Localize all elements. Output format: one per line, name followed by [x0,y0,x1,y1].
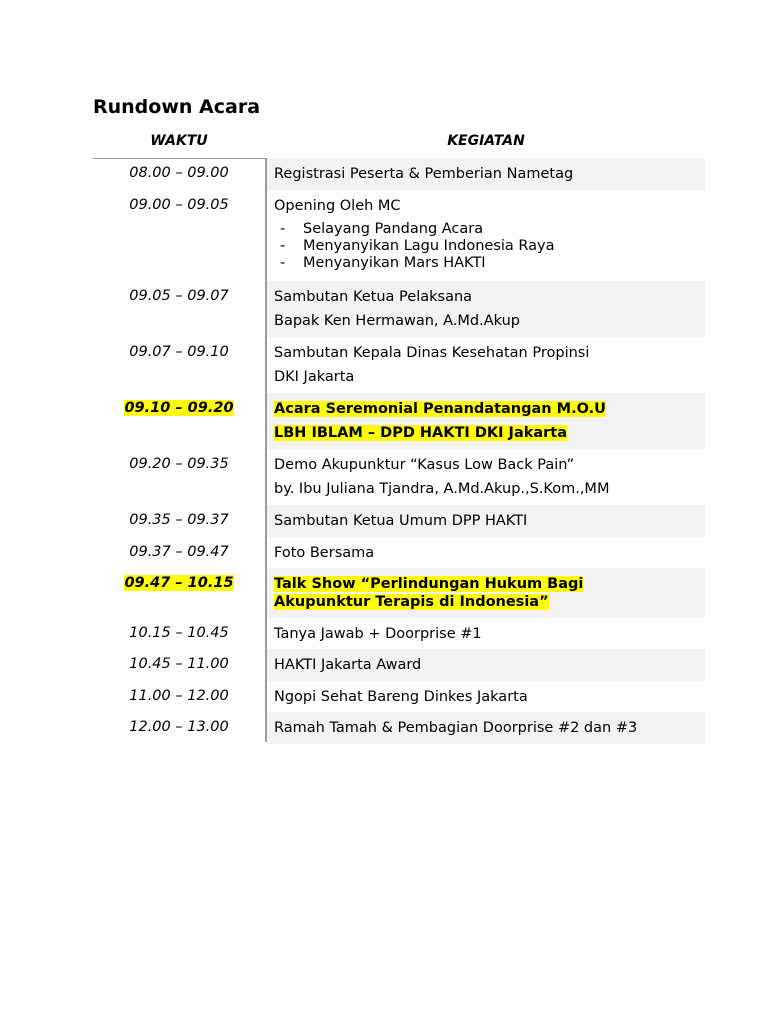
activity-line: Tanya Jawab + Doorprise #1 [274,626,482,642]
table-row [93,449,705,505]
row-time: 10.45 – 11.00 [129,656,229,672]
activity-line: Sambutan Ketua Umum DPP HAKTI [274,513,528,529]
row-activity [267,505,705,537]
page-title: Rundown Acara [93,96,261,118]
row-activity [267,681,705,712]
row-activity [267,158,705,190]
row-time: 09.05 – 09.07 [129,288,229,304]
table-row [93,158,705,190]
activity-line: Talk Show “Perlindungan Hukum Bagi [274,576,584,592]
activity-line: Sambutan Kepala Dinas Kesehatan Propinsi [274,345,590,361]
activity-line: Demo Akupunktur “Kasus Low Back Pain” [274,457,575,473]
row-activity [267,190,705,281]
table-row [93,337,705,393]
table-header [93,132,705,159]
list-item: - Menyanyikan Mars HAKTI [280,255,486,271]
row-time: 09.20 – 09.35 [129,456,229,472]
row-time: 09.37 – 09.47 [129,544,229,560]
activity-line: Sambutan Ketua Pelaksana [274,289,473,305]
row-activity [267,281,705,337]
activity-line: Akupunktur Terapis di Indonesia” [274,594,549,610]
row-activity [267,649,705,681]
activity-line: by. Ibu Juliana Tjandra, A.Md.Akup.,S.Kom.,MM [274,481,610,497]
row-activity [267,618,705,649]
table-row [93,712,705,744]
table-row [93,649,705,681]
row-time: 09.07 – 09.10 [129,344,229,360]
table-row [93,618,705,649]
header-time: WAKTU [150,133,208,149]
row-activity [267,337,705,393]
activity-line: DKI Jakarta [274,369,355,385]
row-activity [267,568,705,618]
table-row [93,190,705,281]
row-activity [267,537,705,568]
row-activity [267,393,705,449]
table-row [93,681,705,712]
row-time: 09.35 – 09.37 [129,512,229,528]
row-time: 11.00 – 12.00 [129,688,229,704]
activity-line: HAKTI Jakarta Award [274,657,422,673]
activity-line: Ramah Tamah & Pembagian Doorprise #2 dan #3 [274,720,638,736]
row-time: 09.10 – 09.20 [124,400,234,416]
list-item: - Menyanyikan Lagu Indonesia Raya [280,238,555,254]
schedule-table [93,158,705,744]
table-row-highlighted [93,568,705,618]
row-time: 08.00 – 09.00 [129,165,229,181]
activity-line: Opening Oleh MC [274,198,401,214]
activity-sublist [274,221,705,272]
row-time: 10.15 – 10.45 [129,625,229,641]
row-activity [267,449,705,505]
row-time: 09.00 – 09.05 [129,197,229,213]
header-activity: KEGIATAN [447,133,525,149]
table-row-highlighted [93,393,705,449]
table-row [93,505,705,537]
activity-line: Foto Bersama [274,545,375,561]
row-activity [267,712,705,744]
row-time: 09.47 – 10.15 [124,575,234,591]
row-time: 12.00 – 13.00 [129,719,229,735]
table-row [93,281,705,337]
activity-line: Registrasi Peserta & Pemberian Nametag [274,166,574,182]
list-item: - Selayang Pandang Acara [280,221,484,237]
table-row [93,537,705,568]
activity-line: Ngopi Sehat Bareng Dinkes Jakarta [274,689,528,705]
activity-line: Bapak Ken Hermawan, A.Md.Akup [274,313,520,329]
activity-line: Acara Seremonial Penandatangan M.O.U [274,401,606,417]
activity-line: LBH IBLAM – DPD HAKTI DKI Jakarta [274,425,568,441]
